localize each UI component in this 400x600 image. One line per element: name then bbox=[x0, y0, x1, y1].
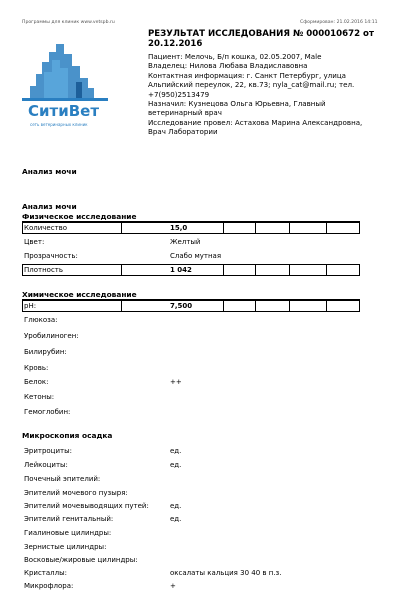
physical-label-1: Количество bbox=[24, 224, 68, 232]
chemical-label-8: Гемоглобин: bbox=[24, 408, 71, 416]
microscopy-label-3: Почечный эпителий: bbox=[24, 475, 101, 483]
analysis-title: Анализ мочи bbox=[22, 202, 77, 211]
physical-label-3: Прозрачность: bbox=[24, 252, 78, 260]
conducted-line2: Врач Лаборатории bbox=[148, 127, 218, 137]
physical-value-1: 15,0 bbox=[170, 224, 188, 232]
chemical-label-2: Глюкоза: bbox=[24, 316, 58, 324]
microscopy-label-4: Эпителий мочевого пузыря: bbox=[24, 489, 128, 497]
formed-date: Сформирован: 21.02.2016 14:11 bbox=[300, 20, 378, 25]
report-info bbox=[148, 52, 362, 137]
microscopy-label-1: Эритроциты: bbox=[24, 447, 72, 455]
microscopy-label-5: Эпителий мочевыводящих путей: bbox=[24, 502, 149, 510]
microscopy-label-10: Кристаллы: bbox=[24, 569, 68, 577]
report-title-line2: 20.12.2016 bbox=[148, 39, 203, 49]
microscopy-label-8: Зернистые цилиндры: bbox=[24, 543, 107, 551]
chemical-label-4: Билирубин: bbox=[24, 348, 67, 356]
assigned-line1: Назначил: Кузнецова Ольга Юрьевна, Главный bbox=[148, 99, 326, 109]
contact-line2: Альпийский переулок, 22, кв.73; nyla_cat@mail.ru; тел. bbox=[148, 80, 355, 90]
owner: Владелец: Нилова Любава Владиславовна bbox=[148, 61, 308, 71]
physical-label-2: Цвет: bbox=[24, 238, 45, 246]
report-title-line1: РЕЗУЛЬТАТ ИССЛЕДОВАНИЯ № 000010672 от bbox=[148, 29, 374, 39]
physical-value-2: Желтый bbox=[170, 238, 201, 246]
section-title: Анализ мочи bbox=[22, 167, 77, 176]
logo-tagline: сеть ветеринарных клиник bbox=[30, 122, 88, 127]
microscopy-value-11: + bbox=[170, 582, 176, 590]
report-title bbox=[148, 29, 374, 49]
chemical-label-7: Кетоны: bbox=[24, 393, 55, 401]
microscopy-label-2: Лейкоциты: bbox=[24, 461, 68, 469]
chemical-value-6: ++ bbox=[170, 378, 182, 386]
microscopy-heading: Микроскопия осадка bbox=[22, 431, 113, 440]
chemical-heading: Химическое исследование bbox=[22, 290, 137, 299]
chemical-label-1: pH: bbox=[24, 302, 37, 310]
microscopy-label-9: Восковые/жировые цилиндры: bbox=[24, 556, 138, 564]
microscopy-value-2: ед. bbox=[170, 461, 182, 469]
microscopy-value-1: ед. bbox=[170, 447, 182, 455]
chemical-label-6: Белок: bbox=[24, 378, 49, 386]
microscopy-value-10: оксалаты кальция 30 40 в п.з. bbox=[170, 569, 282, 577]
assigned-line2: ветеринарный врач bbox=[148, 108, 222, 118]
chemical-label-5: Кровь: bbox=[24, 364, 49, 372]
physical-label-4: Плотность bbox=[24, 266, 64, 274]
logo-name: СитиВет bbox=[28, 102, 100, 120]
chemical-label-3: Уробилиноген: bbox=[24, 332, 79, 340]
microscopy-label-11: Микрофлора: bbox=[24, 582, 74, 590]
physical-grid-row-1 bbox=[22, 222, 360, 234]
physical-heading: Физическое исследование bbox=[22, 212, 137, 221]
microscopy-value-5: ед. bbox=[170, 502, 182, 510]
physical-value-4: 1 042 bbox=[170, 266, 192, 274]
conducted-line1: Исследование провел: Астахова Марина Александровна, bbox=[148, 117, 363, 127]
microscopy-label-7: Гиалиновые цилиндры: bbox=[24, 529, 112, 537]
contact-line3: +7(950)2513479 bbox=[148, 89, 210, 99]
physical-value-3: Слабо мутная bbox=[170, 252, 222, 260]
clinic-logo bbox=[22, 38, 108, 134]
microscopy-label-6: Эпителий генитальный: bbox=[24, 515, 114, 523]
chemical-value-1: 7,500 bbox=[170, 302, 193, 310]
patient: Пациент: Мелочь, Б/п кошка, 02.05.2007, Male bbox=[148, 52, 322, 61]
microscopy-value-6: ед. bbox=[170, 515, 182, 523]
contact-line1: Контактная информация: г. Санкт Петербург, улица bbox=[148, 70, 346, 80]
site-text: Программы для клиник www.vetspb.ru bbox=[22, 20, 115, 25]
